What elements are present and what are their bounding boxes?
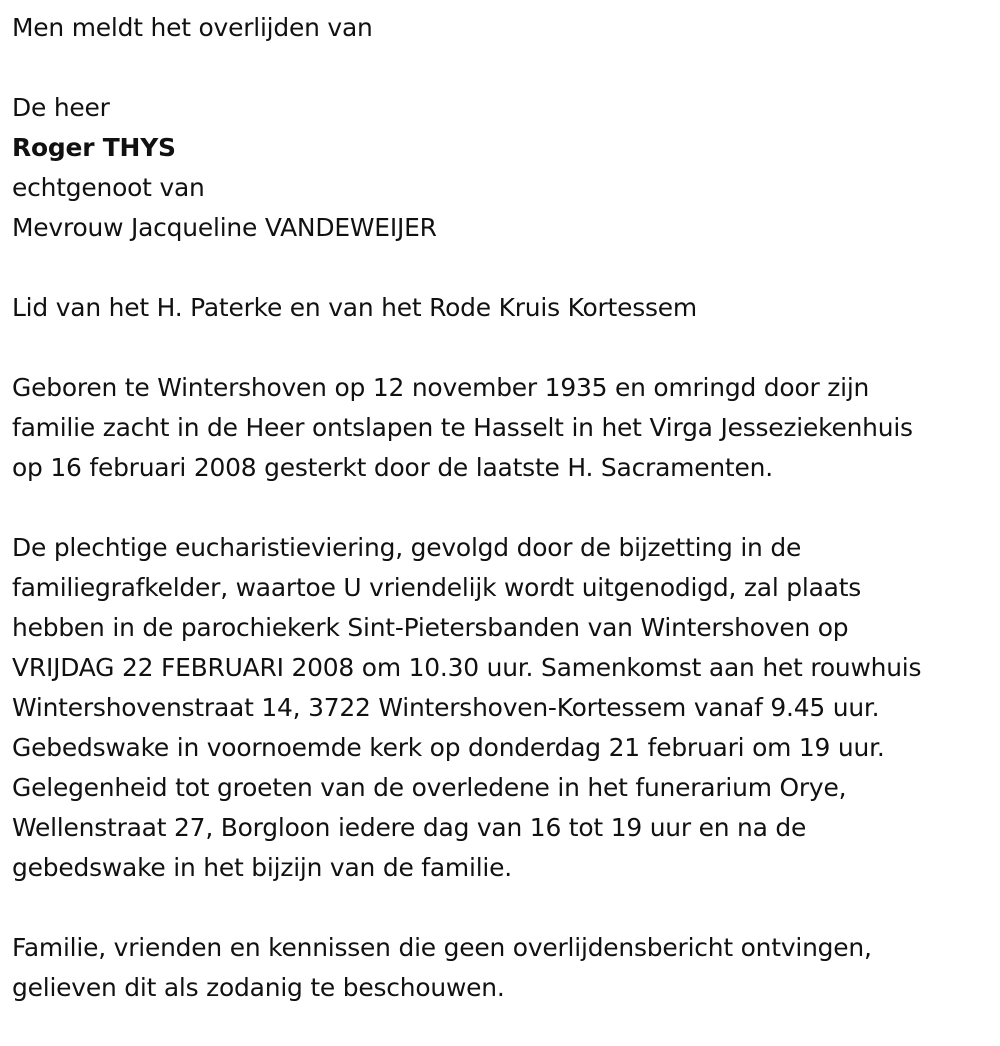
paragraph-line: Gebedswake in voornoemde kerk op donderdag 21 februari om 19 uur. <box>12 733 885 762</box>
closing-paragraph <box>12 928 990 1008</box>
paragraph-line: op 16 februari 2008 gesterkt door de laatste H. Sacramenten. <box>12 453 773 482</box>
spacer <box>12 328 990 368</box>
paragraph-line: gelieven dit als zodanig te beschouwen. <box>12 973 505 1002</box>
paragraph-line: Gelegenheid tot groeten van de overledene in het funerarium Orye, <box>12 773 847 802</box>
paragraph-line: familie zacht in de Heer ontslapen te Hasselt in het Virga Jesseziekenhuis <box>12 413 913 442</box>
paragraph-line: Wintershovenstraat 14, 3722 Wintershoven-Kortessem vanaf 9.45 uur. <box>12 693 880 722</box>
paragraph-line: familiegrafkelder, waartoe U vriendelijk wordt uitgenodigd, zal plaats <box>12 573 862 602</box>
paragraph-line: Geboren te Wintershoven op 12 november 1935 en omringd door zijn <box>12 373 870 402</box>
ceremony-paragraph <box>12 528 990 888</box>
paragraph-line: hebben in de parochiekerk Sint-Pietersbanden van Wintershoven op <box>12 613 849 642</box>
spacer <box>12 488 990 528</box>
paragraph-line: Familie, vrienden en kennissen die geen overlijdensbericht ontvingen, <box>12 933 872 962</box>
salutation: De heer <box>12 93 110 122</box>
deceased-name: Roger THYS <box>12 133 176 162</box>
spouse-name: Mevrouw Jacqueline VANDEWEIJER <box>12 213 437 242</box>
spacer <box>12 888 990 928</box>
spacer <box>12 48 990 88</box>
paragraph-line: De plechtige eucharistieviering, gevolgd door de bijzetting in de <box>12 533 802 562</box>
paragraph-line: gebedswake in het bijzijn van de familie. <box>12 853 512 882</box>
paragraph-line: VRIJDAG 22 FEBRUARI 2008 om 10.30 uur. Samenkomst aan het rouwhuis <box>12 653 922 682</box>
intro-text: Men meldt het overlijden van <box>12 13 373 42</box>
birth-death-paragraph <box>12 368 990 488</box>
relation-text: echtgenoot van <box>12 173 205 202</box>
spacer <box>12 248 990 288</box>
paragraph-line: Wellenstraat 27, Borgloon iedere dag van 16 tot 19 uur en na de <box>12 813 807 842</box>
membership-text: Lid van het H. Paterke en van het Rode Kruis Kortessem <box>12 293 697 322</box>
